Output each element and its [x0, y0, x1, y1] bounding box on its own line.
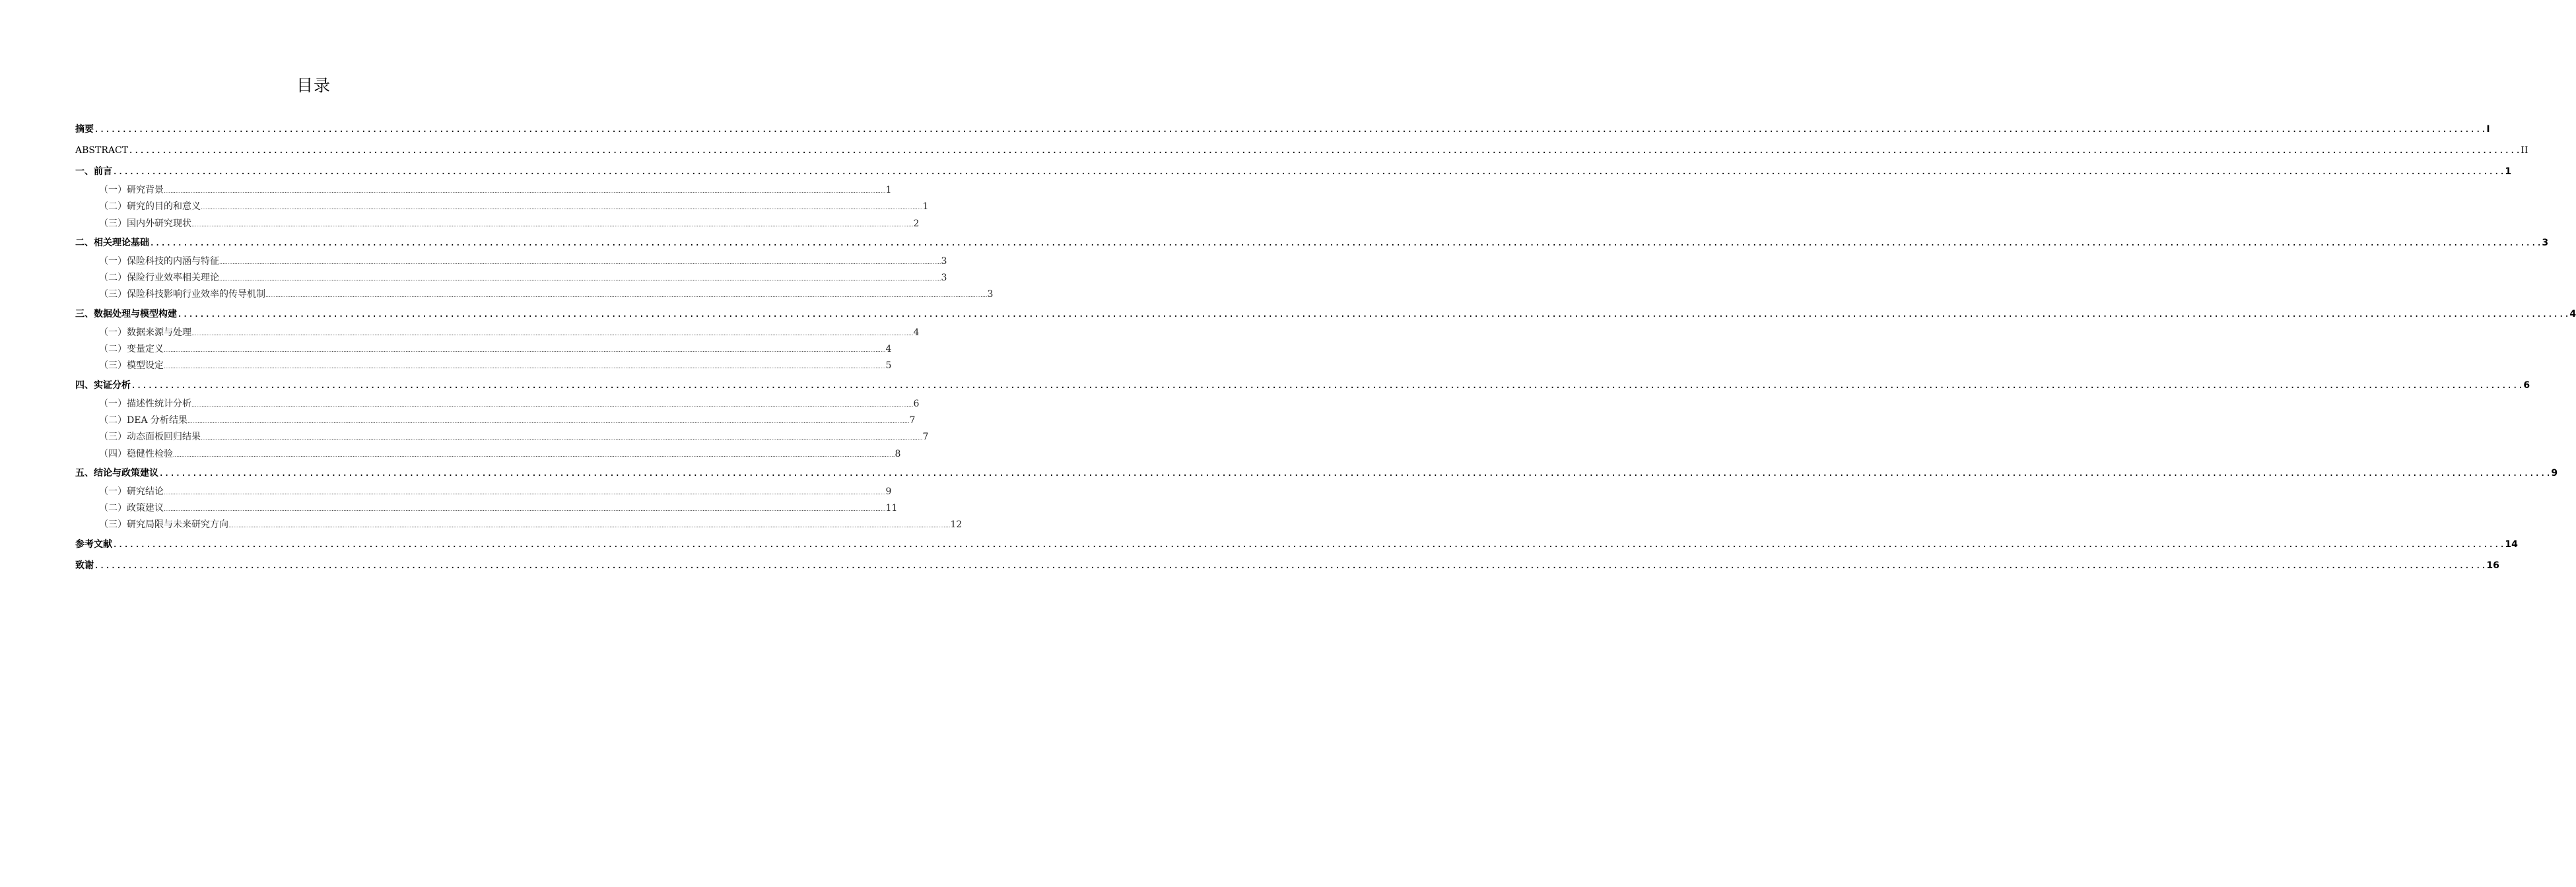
- toc-page-number: 8: [895, 448, 901, 459]
- toc-dot-leader: ..............................................................................................................................................................................................................................................................................................................................................................................................................................................: [191, 401, 914, 408]
- toc-entry-label: （三）研究局限与未来研究方向: [99, 519, 228, 531]
- toc-entry-section[interactable]: [75, 396, 920, 412]
- toc-dot-leader: ..............................................................................................................................................................................................................................................................................................................................................................................................................................................: [265, 292, 988, 299]
- toc-page-number: I: [2486, 124, 2490, 135]
- toc-dot-leader: ..............................................................................................................................................................................................................................................................................................................................................................................................................................................: [158, 467, 2552, 478]
- toc-entry-label: （二）DEA 分析结果: [99, 414, 188, 426]
- toc-entry-chapter-3[interactable]: [75, 304, 2576, 325]
- toc-page-number: 14: [2505, 539, 2518, 550]
- toc-dot-leader: ..............................................................................................................................................................................................................................................................................................................................................................................................................................................: [164, 188, 886, 194]
- toc-entry-label: 四、实证分析: [75, 379, 131, 391]
- toc-entry-label: （三）模型设定: [99, 360, 164, 372]
- page-title: 目录: [296, 76, 331, 95]
- toc-page-number: 1: [885, 185, 892, 195]
- toc-entry-label: （四）稳健性检验: [99, 448, 173, 459]
- toc-dot-leader: ..............................................................................................................................................................................................................................................................................................................................................................................................................................................: [94, 124, 2487, 135]
- toc-entry-section[interactable]: [75, 216, 920, 232]
- toc-entry-label: （一）研究背景: [99, 185, 164, 195]
- toc-entry-label: （二）研究的目的和意义: [99, 201, 201, 213]
- toc-dot-leader: ..............................................................................................................................................................................................................................................................................................................................................................................................................................................: [164, 506, 886, 513]
- toc-entry-abstract-cn[interactable]: [75, 119, 2490, 140]
- toc-page-number: 3: [987, 289, 994, 300]
- toc-entry-label: ABSTRACT: [75, 145, 129, 156]
- toc-entry-label: 一、前言: [75, 166, 112, 177]
- toc-entry-references[interactable]: [75, 534, 2518, 555]
- toc-dot-leader: ..............................................................................................................................................................................................................................................................................................................................................................................................................................................: [201, 435, 923, 442]
- toc-entry-label: （一）描述性统计分析: [99, 398, 191, 409]
- toc-page-number: 1: [922, 201, 929, 213]
- toc-page-number: 9: [885, 486, 892, 497]
- toc-dot-leader: ..............................................................................................................................................................................................................................................................................................................................................................................................................................................: [177, 308, 2570, 319]
- toc-entry-label: 致谢: [75, 560, 94, 571]
- toc-page-number: 6: [2523, 379, 2530, 391]
- toc-dot-leader: ..............................................................................................................................................................................................................................................................................................................................................................................................................................................: [219, 259, 941, 265]
- toc-dot-leader: ..............................................................................................................................................................................................................................................................................................................................................................................................................................................: [164, 489, 886, 496]
- toc-entry-section[interactable]: [75, 446, 901, 463]
- toc-entry-section[interactable]: [75, 517, 963, 533]
- toc-dot-leader: ..............................................................................................................................................................................................................................................................................................................................................................................................................................................: [149, 237, 2542, 248]
- toc-page-number: 4: [913, 327, 920, 338]
- toc-entry-label: 三、数据处理与模型构建: [75, 308, 177, 319]
- toc-entry-chapter-4[interactable]: [75, 375, 2530, 396]
- toc-entry-section[interactable]: [75, 286, 994, 303]
- toc-entry-label: （三）国内外研究现状: [99, 218, 191, 229]
- toc-dot-leader: ..............................................................................................................................................................................................................................................................................................................................................................................................................................................: [173, 451, 895, 458]
- toc-page-number: II: [2521, 145, 2528, 156]
- toc-entry-section[interactable]: [75, 199, 929, 215]
- toc-entry-chapter-2[interactable]: [75, 232, 2549, 253]
- toc-dot-leader: ..............................................................................................................................................................................................................................................................................................................................................................................................................................................: [94, 560, 2487, 571]
- toc-dot-leader: ..............................................................................................................................................................................................................................................................................................................................................................................................................................................: [191, 330, 914, 337]
- toc-entry-section[interactable]: [75, 484, 892, 500]
- toc-page-number: 5: [885, 360, 892, 372]
- toc-entry-label: （一）研究结论: [99, 486, 164, 497]
- toc-entry-label: （二）政策建议: [99, 503, 164, 514]
- toc-page-number: 11: [885, 503, 898, 514]
- toc-entry-section[interactable]: [75, 500, 898, 517]
- toc-page-number: 16: [2486, 560, 2499, 571]
- toc-dot-leader: ..............................................................................................................................................................................................................................................................................................................................................................................................................................................: [191, 221, 914, 228]
- toc-page-number: 7: [909, 414, 916, 426]
- toc-entry-label: （一）保险科技的内涵与特征: [99, 255, 219, 267]
- toc-dot-leader: ..............................................................................................................................................................................................................................................................................................................................................................................................................................................: [164, 347, 886, 354]
- toc-entry-section[interactable]: [75, 429, 929, 445]
- toc-dot-leader: ..............................................................................................................................................................................................................................................................................................................................................................................................................................................: [112, 539, 2505, 550]
- toc-entry-label: （一）数据来源与处理: [99, 327, 191, 338]
- table-of-contents: [75, 119, 2576, 576]
- toc-page-number: 7: [922, 432, 929, 443]
- toc-entry-label: 五、结论与政策建议: [75, 467, 158, 478]
- toc-dot-leader: ..............................................................................................................................................................................................................................................................................................................................................................................................................................................: [128, 145, 2521, 156]
- toc-dot-leader: ..............................................................................................................................................................................................................................................................................................................................................................................................................................................: [187, 418, 910, 424]
- toc-entry-label: 摘要: [75, 124, 94, 135]
- toc-page-number: 1: [2505, 166, 2512, 177]
- toc-dot-leader: ..............................................................................................................................................................................................................................................................................................................................................................................................................................................: [131, 379, 2524, 391]
- toc-entry-chapter-1[interactable]: [75, 161, 2512, 182]
- toc-entry-label: （三）保险科技影响行业效率的传导机制: [99, 289, 265, 300]
- toc-page-number: 2: [913, 218, 920, 229]
- toc-entry-section[interactable]: [75, 412, 916, 429]
- toc-entry-label: （二）保险行业效率相关理论: [99, 273, 219, 284]
- toc-dot-leader: ..............................................................................................................................................................................................................................................................................................................................................................................................................................................: [201, 205, 923, 211]
- toc-entry-section[interactable]: [75, 182, 892, 199]
- toc-entry-section[interactable]: [75, 253, 947, 270]
- toc-dot-leader: ..............................................................................................................................................................................................................................................................................................................................................................................................................................................: [228, 523, 951, 529]
- toc-page-number: 3: [941, 255, 947, 267]
- toc-entry-chapter-5[interactable]: [75, 463, 2558, 484]
- toc-page-number: 9: [2551, 467, 2558, 478]
- toc-entry-section[interactable]: [75, 270, 947, 286]
- toc-entry-label: （三）动态面板回归结果: [99, 432, 201, 443]
- toc-entry-acknowledgements[interactable]: [75, 555, 2499, 576]
- toc-page-number: 6: [913, 398, 920, 409]
- toc-entry-section[interactable]: [75, 358, 892, 374]
- toc-entry-label: （二）变量定义: [99, 344, 164, 355]
- toc-dot-leader: ..............................................................................................................................................................................................................................................................................................................................................................................................................................................: [219, 276, 941, 282]
- toc-entry-section[interactable]: [75, 341, 892, 358]
- toc-entry-abstract-en[interactable]: [75, 140, 2528, 161]
- toc-entry-label: 参考文献: [75, 539, 112, 550]
- toc-page-number: 12: [950, 519, 963, 531]
- toc-dot-leader: ..............................................................................................................................................................................................................................................................................................................................................................................................................................................: [112, 166, 2505, 177]
- toc-entry-label: 二、相关理论基础: [75, 237, 149, 248]
- toc-dot-leader: ..............................................................................................................................................................................................................................................................................................................................................................................................................................................: [164, 364, 886, 370]
- toc-page-number: 3: [941, 273, 947, 284]
- toc-page-number: 3: [2542, 237, 2549, 248]
- toc-entry-section[interactable]: [75, 325, 920, 341]
- toc-page-number: 4: [885, 344, 892, 355]
- toc-page-number: 4: [2569, 308, 2576, 319]
